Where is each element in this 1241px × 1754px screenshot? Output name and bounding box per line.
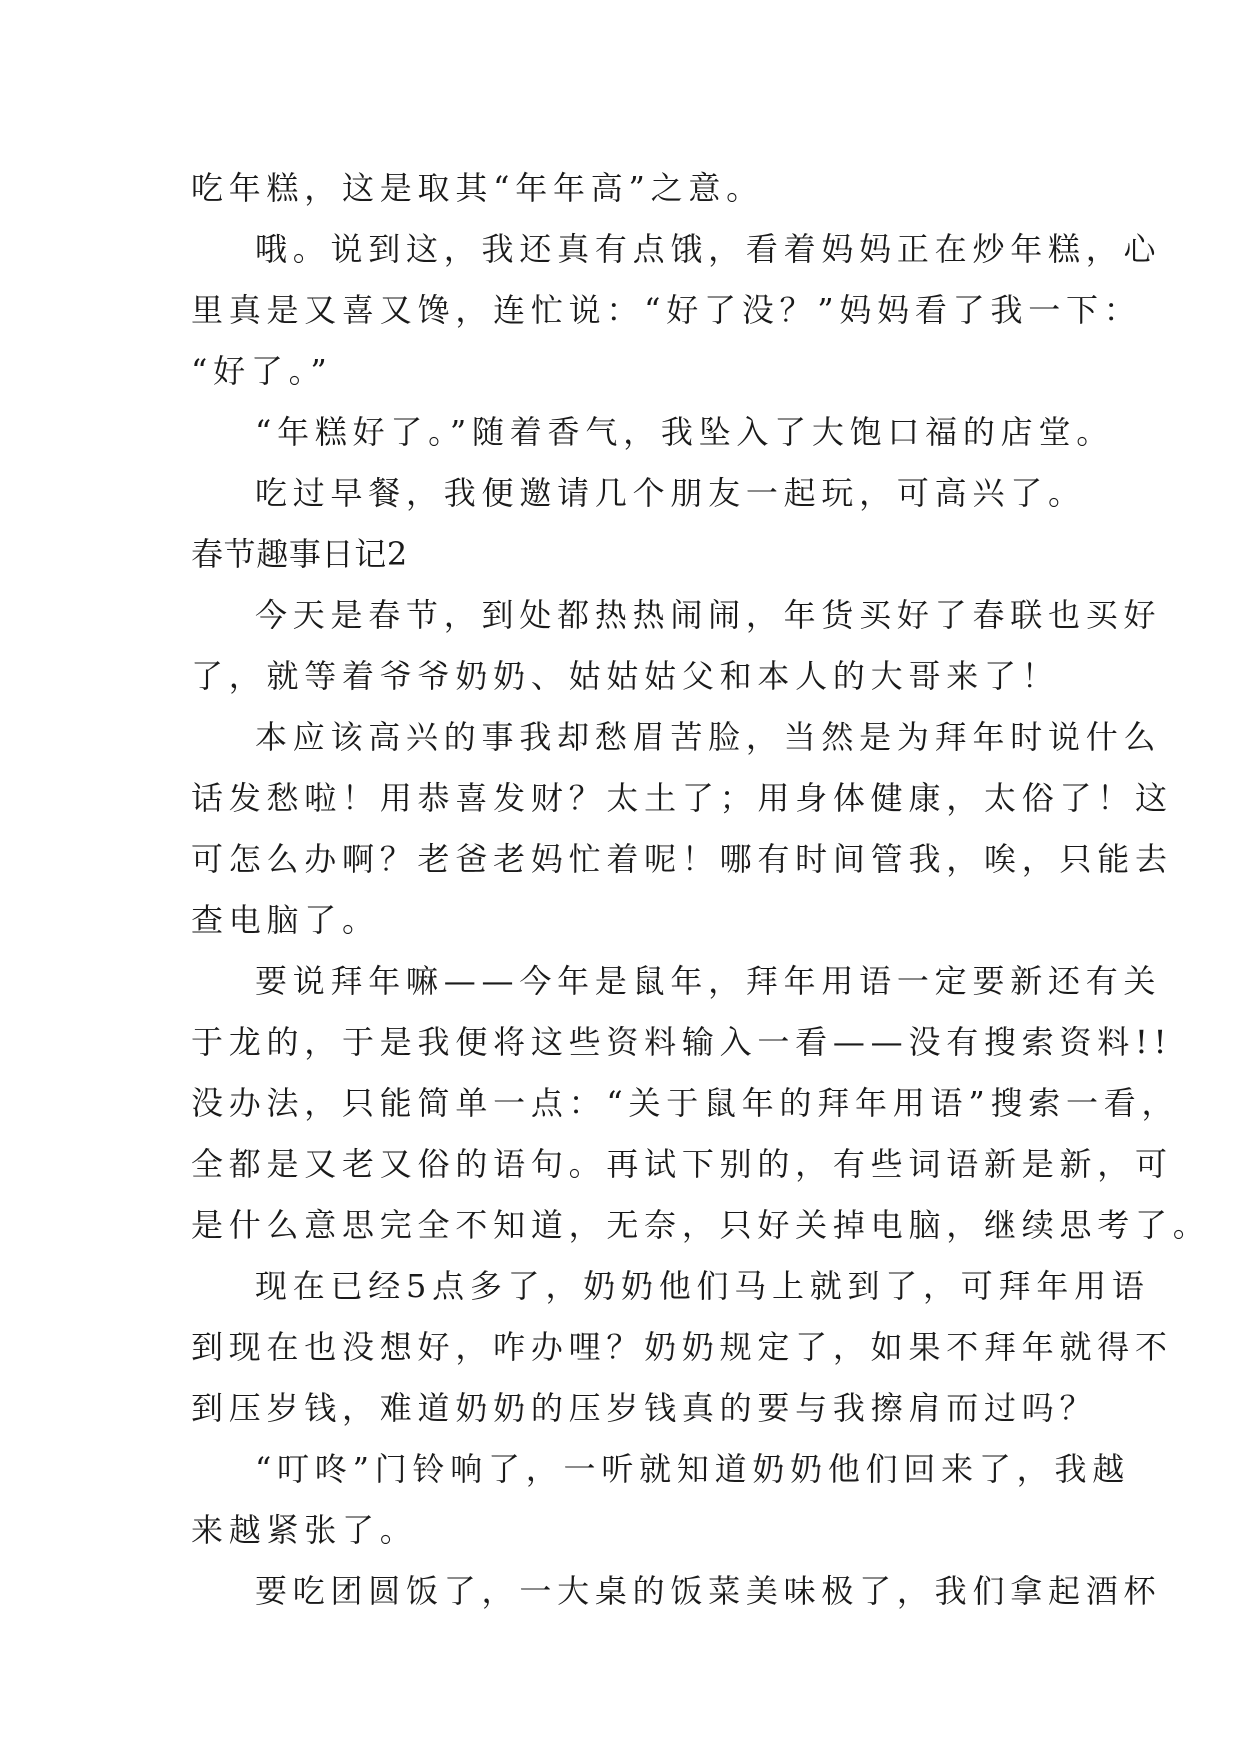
text-line: “叮咚”门铃响了，一听就知道奶奶他们回来了，我越 — [255, 1450, 1130, 1488]
document-page — [191, 158, 1211, 1622]
text-line: 于龙的，于是我便将这些资料输入一看——没有搜索资料!! — [191, 1023, 1173, 1061]
text-line: 没办法，只能简单一点：“关于鼠年的拜年用语”搜索一看， — [191, 1084, 1180, 1122]
text-line: 本应该高兴的事我却愁眉苦脸，当然是为拜年时说什么 — [255, 718, 1162, 756]
text-line: 要吃团圆饭了，一大桌的饭菜美味极了，我们拿起酒杯 — [255, 1572, 1162, 1610]
text-line: 是什么意思完全不知道，无奈，只好关掉电脑，继续思考了。 — [191, 1206, 1211, 1244]
text-line: 全都是又老又俗的语句。再试下别的，有些词语新是新，可 — [191, 1145, 1173, 1183]
text-line: “好了。” — [191, 352, 333, 390]
text-line: 吃过早餐，我便邀请几个朋友一起玩，可高兴了。 — [255, 474, 1086, 512]
text-line: 到现在也没想好，咋办哩？奶奶规定了，如果不拜年就得不 — [191, 1328, 1173, 1366]
text-line: 话发愁啦！用恭喜发财？太土了；用身体健康，太俗了！这 — [191, 779, 1173, 817]
text-line: 里真是又喜又馋，连忙说：“好了没？”妈妈看了我一下： — [191, 291, 1142, 329]
text-line: 了，就等着爷爷奶奶、姑姑姑父和本人的大哥来了！ — [191, 657, 1060, 695]
text-line: 来越紧张了。 — [191, 1511, 418, 1549]
section-heading: 春节趣事日记2 — [191, 535, 408, 573]
text-line: 要说拜年嘛——今年是鼠年，拜年用语一定要新还有关 — [255, 962, 1162, 1000]
text-line: 查电脑了。 — [191, 901, 380, 939]
text-line: 现在已经5点多了，奶奶他们马上就到了，可拜年用语 — [255, 1267, 1150, 1305]
text-line: 今天是春节，到处都热热闹闹，年货买好了春联也买好 — [255, 596, 1162, 634]
text-line: “年糕好了。”随着香气，我坠入了大饱口福的店堂。 — [255, 413, 1114, 451]
text-line: 吃年糕，这是取其“年年高”之意。 — [191, 169, 764, 207]
text-line: 可怎么办啊？老爸老妈忙着呢！哪有时间管我，唉，只能去 — [191, 840, 1173, 878]
text-line: 哦。说到这，我还真有点饿，看着妈妈正在炒年糕，心 — [255, 230, 1162, 268]
text-line: 到压岁钱，难道奶奶的压岁钱真的要与我擦肩而过吗？ — [191, 1389, 1098, 1427]
